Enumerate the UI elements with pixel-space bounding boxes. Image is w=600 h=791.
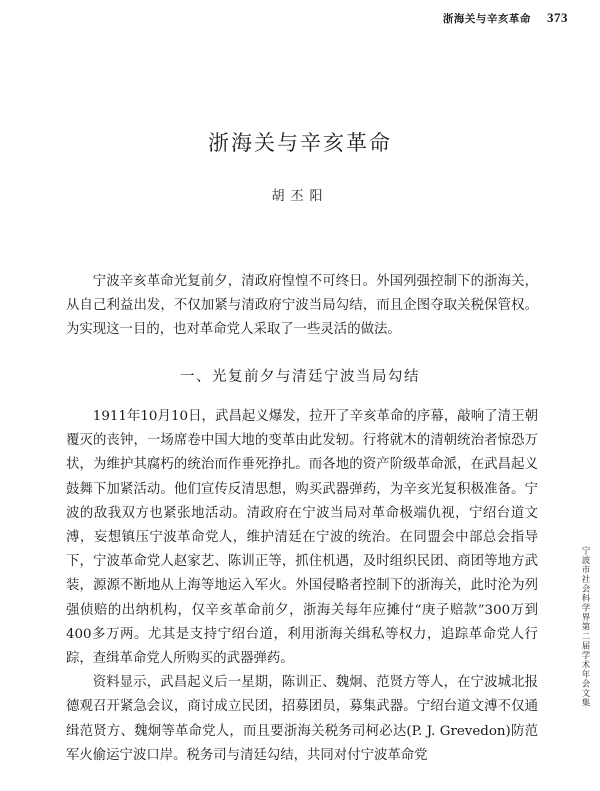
body-paragraph-1: 1911年10月10日，武昌起义爆发，拉开了辛亥革命的序幕，敲响了清王朝覆灭的丧钟，一场席卷中国大地的变革由此发轫。行将就木的清朝统治者惊恐万状，为维护其腐朽的统治而作垂死挣扎。而各地的资产阶级革命派，在武昌起义鼓舞下加紧活动。他们宣传反清思想，购买武器弹药，为辛亥光复积极准备。宁波的敌我双方也紧张地活动。清政府在宁波当局对革命极端仇视，宁绍台道文溥，妄想镇压宁波革命党人，维护清廷在宁波的统治。在同盟会中部总会指导下，宁波革命党人赵家艺、陈训正等，抓住机遇，及时组织民团、商团等地方武装，源源不断地从上海等地运入军火。外国侵略者控制下的浙海关，此时沦为列强侦赔的出纳机构，仅辛亥革命前夕，浙海关每年应摊付“庚子赔款”300万到400多万两。尤其是支持宁绍台道，利用浙海关缉私等权力，追踪革命党人行踪，查缉革命党人所购买的武器弹药。 [66,409,538,667]
page-number: 373 [547,10,568,25]
article-title: 浙海关与辛亥革命 [208,131,392,155]
intro-block [66,270,538,343]
article-author: 胡丕阳 [271,189,329,204]
body-paragraph-2: 资料显示，武昌起义后一星期，陈训正、魏炯、范贤方等人，在宁波城北报德观召开紧急会议，商讨成立民团，招募团员，募集武器。宁绍台道文溥不仅通缉范贤方、魏炯等革命党人，而且要浙海关税务司柯必达(P. J. Grevedon)防范军火偷运宁波口岸。税务司与清廷勾结，共同对付宁波革命党 [66,675,538,763]
intro-paragraph: 宁波辛亥革命光复前夕，清政府惶惶不可终日。外国列强控制下的浙海关，从自己利益出发，不仅加紧与清政府宁波当局勾结，而且企图夺取关税保管权。为实现这一目的，也对革命党人采取了一些灵活的做法。 [66,274,538,338]
running-title: 浙海关与辛亥革命 [442,13,531,25]
side-note: 宁波市社会科学界第二届学术年会文集 [580,546,590,708]
running-header [443,10,568,26]
section-heading: 一、光复前夕与清廷宁波当局勾结 [180,369,420,385]
section-body [66,405,538,768]
